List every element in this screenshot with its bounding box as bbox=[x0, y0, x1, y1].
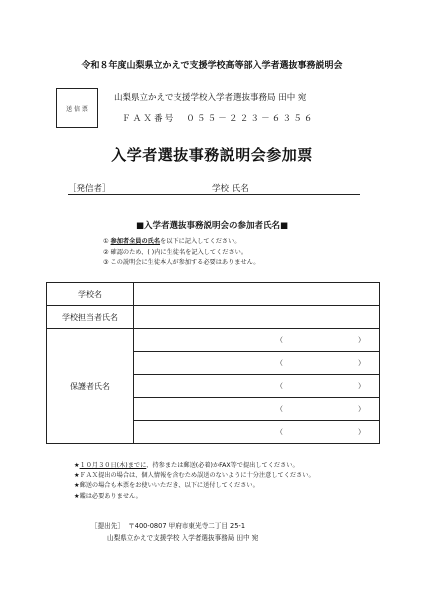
footnote-item bbox=[74, 471, 315, 481]
paren-close: ） bbox=[358, 336, 365, 344]
footnote-text: 郵送の場合も本票をお使いいただき、以下に送付してください。 bbox=[79, 482, 259, 490]
guardian-name-field-2[interactable] bbox=[134, 352, 380, 375]
submission-line bbox=[91, 520, 258, 532]
instruction-text: この説明会に生徒本人が参加する必要はありません。 bbox=[110, 259, 260, 266]
instruction-emphasis: 参加者全員の氏名 bbox=[110, 238, 161, 245]
school-name-field[interactable] bbox=[134, 283, 380, 306]
teacher-name-label: 学校担当者氏名 bbox=[47, 306, 134, 329]
header-title: 令和８年度山梨県立かえで支援学校高等部入学者選抜事務説明会 bbox=[81, 61, 343, 71]
deadline: １０月３０日(木)までに bbox=[79, 462, 147, 469]
paren-open: （ bbox=[276, 428, 283, 436]
fax-number: ＦＡＸ番号 ０５５－２２３－６３５６ bbox=[122, 114, 315, 124]
footnotes bbox=[74, 461, 315, 502]
paren-open: （ bbox=[276, 336, 283, 344]
instruction-text: 確認のため、( )内に生徒名を記入してください。 bbox=[110, 248, 248, 256]
instruction-number: ① bbox=[103, 238, 109, 245]
star-icon: ★ bbox=[74, 462, 80, 469]
footnote-text: 、持参または郵送(必着)かFAX等で提出してください。 bbox=[146, 462, 299, 469]
paren-open: （ bbox=[276, 359, 283, 367]
footnote-item bbox=[74, 481, 315, 491]
sender-school-name-label: 学校 氏名 bbox=[212, 184, 249, 194]
guardian-name-field-1[interactable] bbox=[134, 329, 380, 352]
table-row bbox=[47, 329, 380, 352]
footnote-item bbox=[74, 492, 315, 502]
submission-address: 〒400-0807 甲府市東光寺二丁目 25-1 bbox=[128, 522, 246, 530]
guardian-name-field-4[interactable] bbox=[134, 398, 380, 421]
instruction-text: を以下に記入してください。 bbox=[160, 238, 241, 245]
submission-label: ［提出先］ bbox=[91, 522, 124, 530]
send-box-label: 送 信 票 bbox=[66, 105, 88, 113]
star-icon: ★ bbox=[74, 482, 80, 490]
main-title: 入学者選抜事務説明会参加票 bbox=[111, 146, 313, 164]
submission-recipient: 山梨県立かえで支援学校 入学者選抜事務局 田中 宛 bbox=[107, 534, 259, 542]
destination-name: 山梨県立かえで支援学校入学者選抜事務局 田中 宛 bbox=[114, 93, 307, 103]
school-name-label: 学校名 bbox=[47, 283, 134, 306]
participant-form bbox=[46, 282, 380, 444]
sender-label: ［発信者］ bbox=[68, 184, 111, 194]
section-title: ■入学者選抜事務説明会の参加者氏名■ bbox=[135, 221, 289, 231]
guardian-name-label: 保護者氏名 bbox=[47, 329, 134, 444]
send-box bbox=[56, 88, 98, 128]
table-row bbox=[47, 306, 380, 329]
paren-close: ） bbox=[358, 405, 365, 413]
instruction-number: ③ bbox=[103, 259, 109, 266]
paren-close: ） bbox=[358, 428, 365, 436]
footnote-text: 鑑は必要ありません。 bbox=[79, 492, 142, 500]
footnote-item bbox=[74, 461, 315, 471]
guardian-name-field-3[interactable] bbox=[134, 375, 380, 398]
paren-open: （ bbox=[276, 382, 283, 390]
paren-close: ） bbox=[358, 359, 365, 367]
star-icon: ★ bbox=[74, 472, 80, 480]
star-icon: ★ bbox=[74, 492, 80, 500]
guardian-name-field-5[interactable] bbox=[134, 421, 380, 444]
instruction-list bbox=[103, 237, 259, 269]
footnote-text: ＦＡＸ提出の場合は、個人情報を含むため誤送のないように十分注意してください。 bbox=[79, 472, 315, 480]
submission-block bbox=[91, 520, 258, 544]
sender-underline bbox=[68, 194, 360, 195]
paren-close: ） bbox=[358, 382, 365, 390]
instruction-item bbox=[103, 248, 259, 259]
table-row bbox=[47, 283, 380, 306]
instruction-number: ② bbox=[103, 248, 109, 256]
instruction-item bbox=[103, 237, 259, 248]
instruction-item bbox=[103, 258, 259, 269]
paren-open: （ bbox=[276, 405, 283, 413]
teacher-name-field[interactable] bbox=[134, 306, 380, 329]
